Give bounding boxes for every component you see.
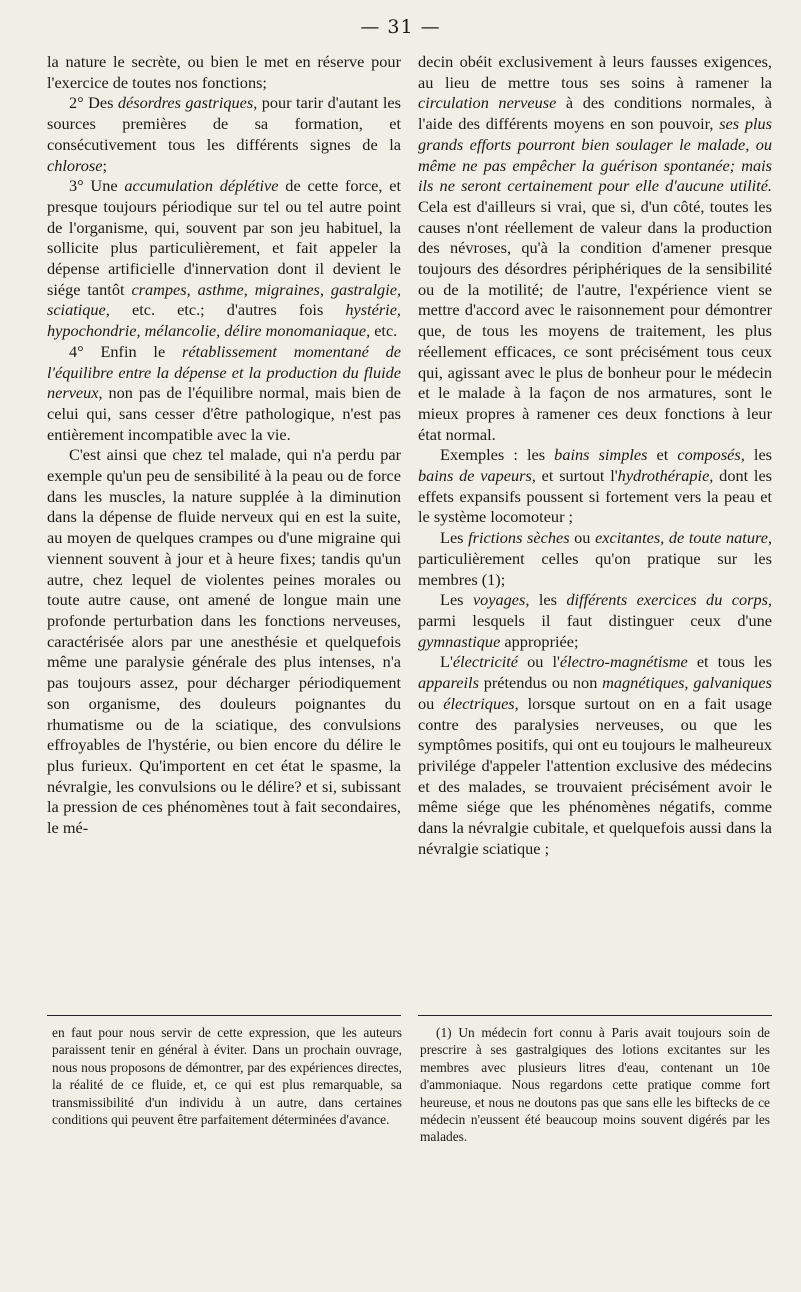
paragraph-voyages: Les voyages, les différents exercices du corps, parmi lesquels il faut distinguer ceux d'une gymnastique appropriée; xyxy=(418,590,773,651)
page-number: — 31 — xyxy=(360,16,441,38)
footnote-text: en faut pour nous servir de cette expression, que les auteurs paraissent tenir en général à éviter. Dans un prochain ouvrage, nous nous proposons de démontrer, par des expériences directes, la réalité de ce fluide, et, ce qui est plus remarquable, sa transmissibilité d'un individu à un autre, dans certaines conditions qui peuvent être parfaitement déterminées d'avance. xyxy=(52,1025,402,1128)
paragraph: C'est ainsi que chez tel malade, qui n'a perdu par exemple qu'un peu de sensibilité à la peau ou de force dans les muscles, la nature supplée à la diminution dans la dépense de fluide nerveux qui en est la suite, au moyen de quelques crampes ou d'une migraine qui viennent souvent à jour et à heure fixes; tandis qu'un autre, chez lequel de violentes peines morales ou toute autre cause, ont amené de longue main une profonde perturbation dans les fonctions nerveuses, caractérisée alors par une anesthésie et quelquefois même une paralysie générale des plus intenses, n'a pas toujours assez, pour décharger périodiquement son organisme, des douleurs poignantes du rhumatisme ou de la sciatique, des convulsions effroyables de l'hystérie, ou bien encore du délire le plus furieux. Qu'importent en cet état le spasme, la névralgie, les convulsions ou le délire? et si, subissant la pression de ces phénomènes tout à fait secondaires, le mé- xyxy=(47,445,401,838)
paragraph: la nature le secrète, ou bien le met en réserve pour l'exercice de toutes nos fonctions; xyxy=(47,52,401,92)
paragraph: decin obéit exclusivement à leurs fausses exigences, au lieu de mettre tous ses soins à ramener la circulation nerveuse à des conditions normales, à l'aide des différents moyens en son pouvoir, ses plus grands efforts pourront bien soulager le malade, ou même ne pas empêcher la guérison spontanée; mais ils ne seront certainement pour elle d'aucune utilité. Cela est d'ailleurs si vrai, que si, d'un côté, toutes les causes n'ont réellement de valeur dans la production des névroses, qu'à la condition d'amener presque toujours des désordres périphériques de la sensibilité ou de la motilité; de l'autre, l'expérience vient se mettre d'accord avec le raisonnement pour démontrer que, de tous les moyens de traitement, les plus réellement efficaces, ce sont précisément tous ceux qui, agissant avec le plus de bonheur pour le médecin et le malade à la façon de nos armatures, sont le mieux propres à ramener ces deux fonctions à leur état normal. xyxy=(418,52,772,444)
footnote-left xyxy=(52,1024,402,1128)
footnote-separator xyxy=(418,1015,772,1016)
footnote-right xyxy=(420,1024,770,1146)
paragraph-frictions: Les frictions sèches ou excitantes, de toute nature, particulièrement celles qu'on pratique sur les membres (1); xyxy=(418,528,772,589)
left-column xyxy=(47,52,401,839)
paragraph-examples: Exemples : les bains simples et composés, les bains de vapeurs, et surtout l'hydrothérapie, dont les effets expansifs poussent si fortement vers la peau et le système locomoteur ; xyxy=(418,445,773,527)
footnote-text: (1) Un médecin fort connu à Paris avait toujours soin de prescrire à ses gastralgiques des lotions excitantes sur les membres avec plusieurs litres d'eau, contenant un 10e d'ammoniaque. Nous regardons cette pratique comme fort heureuse, et nous ne doutons pas que sans elle les biftecks de ce médecin n'eussent été beaucoup moins souvent digérés par les malades. xyxy=(420,1025,770,1145)
paragraph-item-3: 3° Une accumulation déplétive de cette force, et presque toujours périodique sur tel ou tel autre point de l'organisme, qui, souvent par son jeu habituel, la sollicite plus particulièrement, et fait appeler la dépense artificielle d'innervation dont il devient le siége tantôt crampes, asthme, migraines, gastralgie, sciatique, etc. etc.; d'autres fois hystérie, hypochondrie, mélancolie, délire monomaniaque, etc. xyxy=(47,176,402,341)
right-column xyxy=(418,52,772,859)
paragraph-electricite: L'électricité ou l'électro-magnétisme et tous les appareils prétendus ou non magnétiques, galvaniques ou électriques, lorsque surtout on en a fait usage contre des paralysies nerveuses, ou que les symptômes positifs, qui ont eu toujours le malheureux privilége d'appeler l'attention exclusive des médecins et des malades, se trouvaient précisément avoir le même siége que les phénomènes négatifs, comme dans la névralgie cubitale, et quelquefois aussi dans la névralgie sciatique ; xyxy=(418,652,772,858)
paragraph-item-2: 2° Des désordres gastriques, pour tarir d'autant les sources premières de sa formation, et consécutivement tous les différents signes de la chlorose; xyxy=(47,93,401,175)
footnote-separator xyxy=(47,1015,401,1016)
paragraph-item-4: 4° Enfin le rétablissement momentané de l'équilibre entre la dépense et la production du fluide nerveux, non pas de l'équilibre normal, mais bien de celui qui, sans cesser d'être pathologique, n'est pas entièrement incompatible avec la vie. xyxy=(47,341,401,444)
